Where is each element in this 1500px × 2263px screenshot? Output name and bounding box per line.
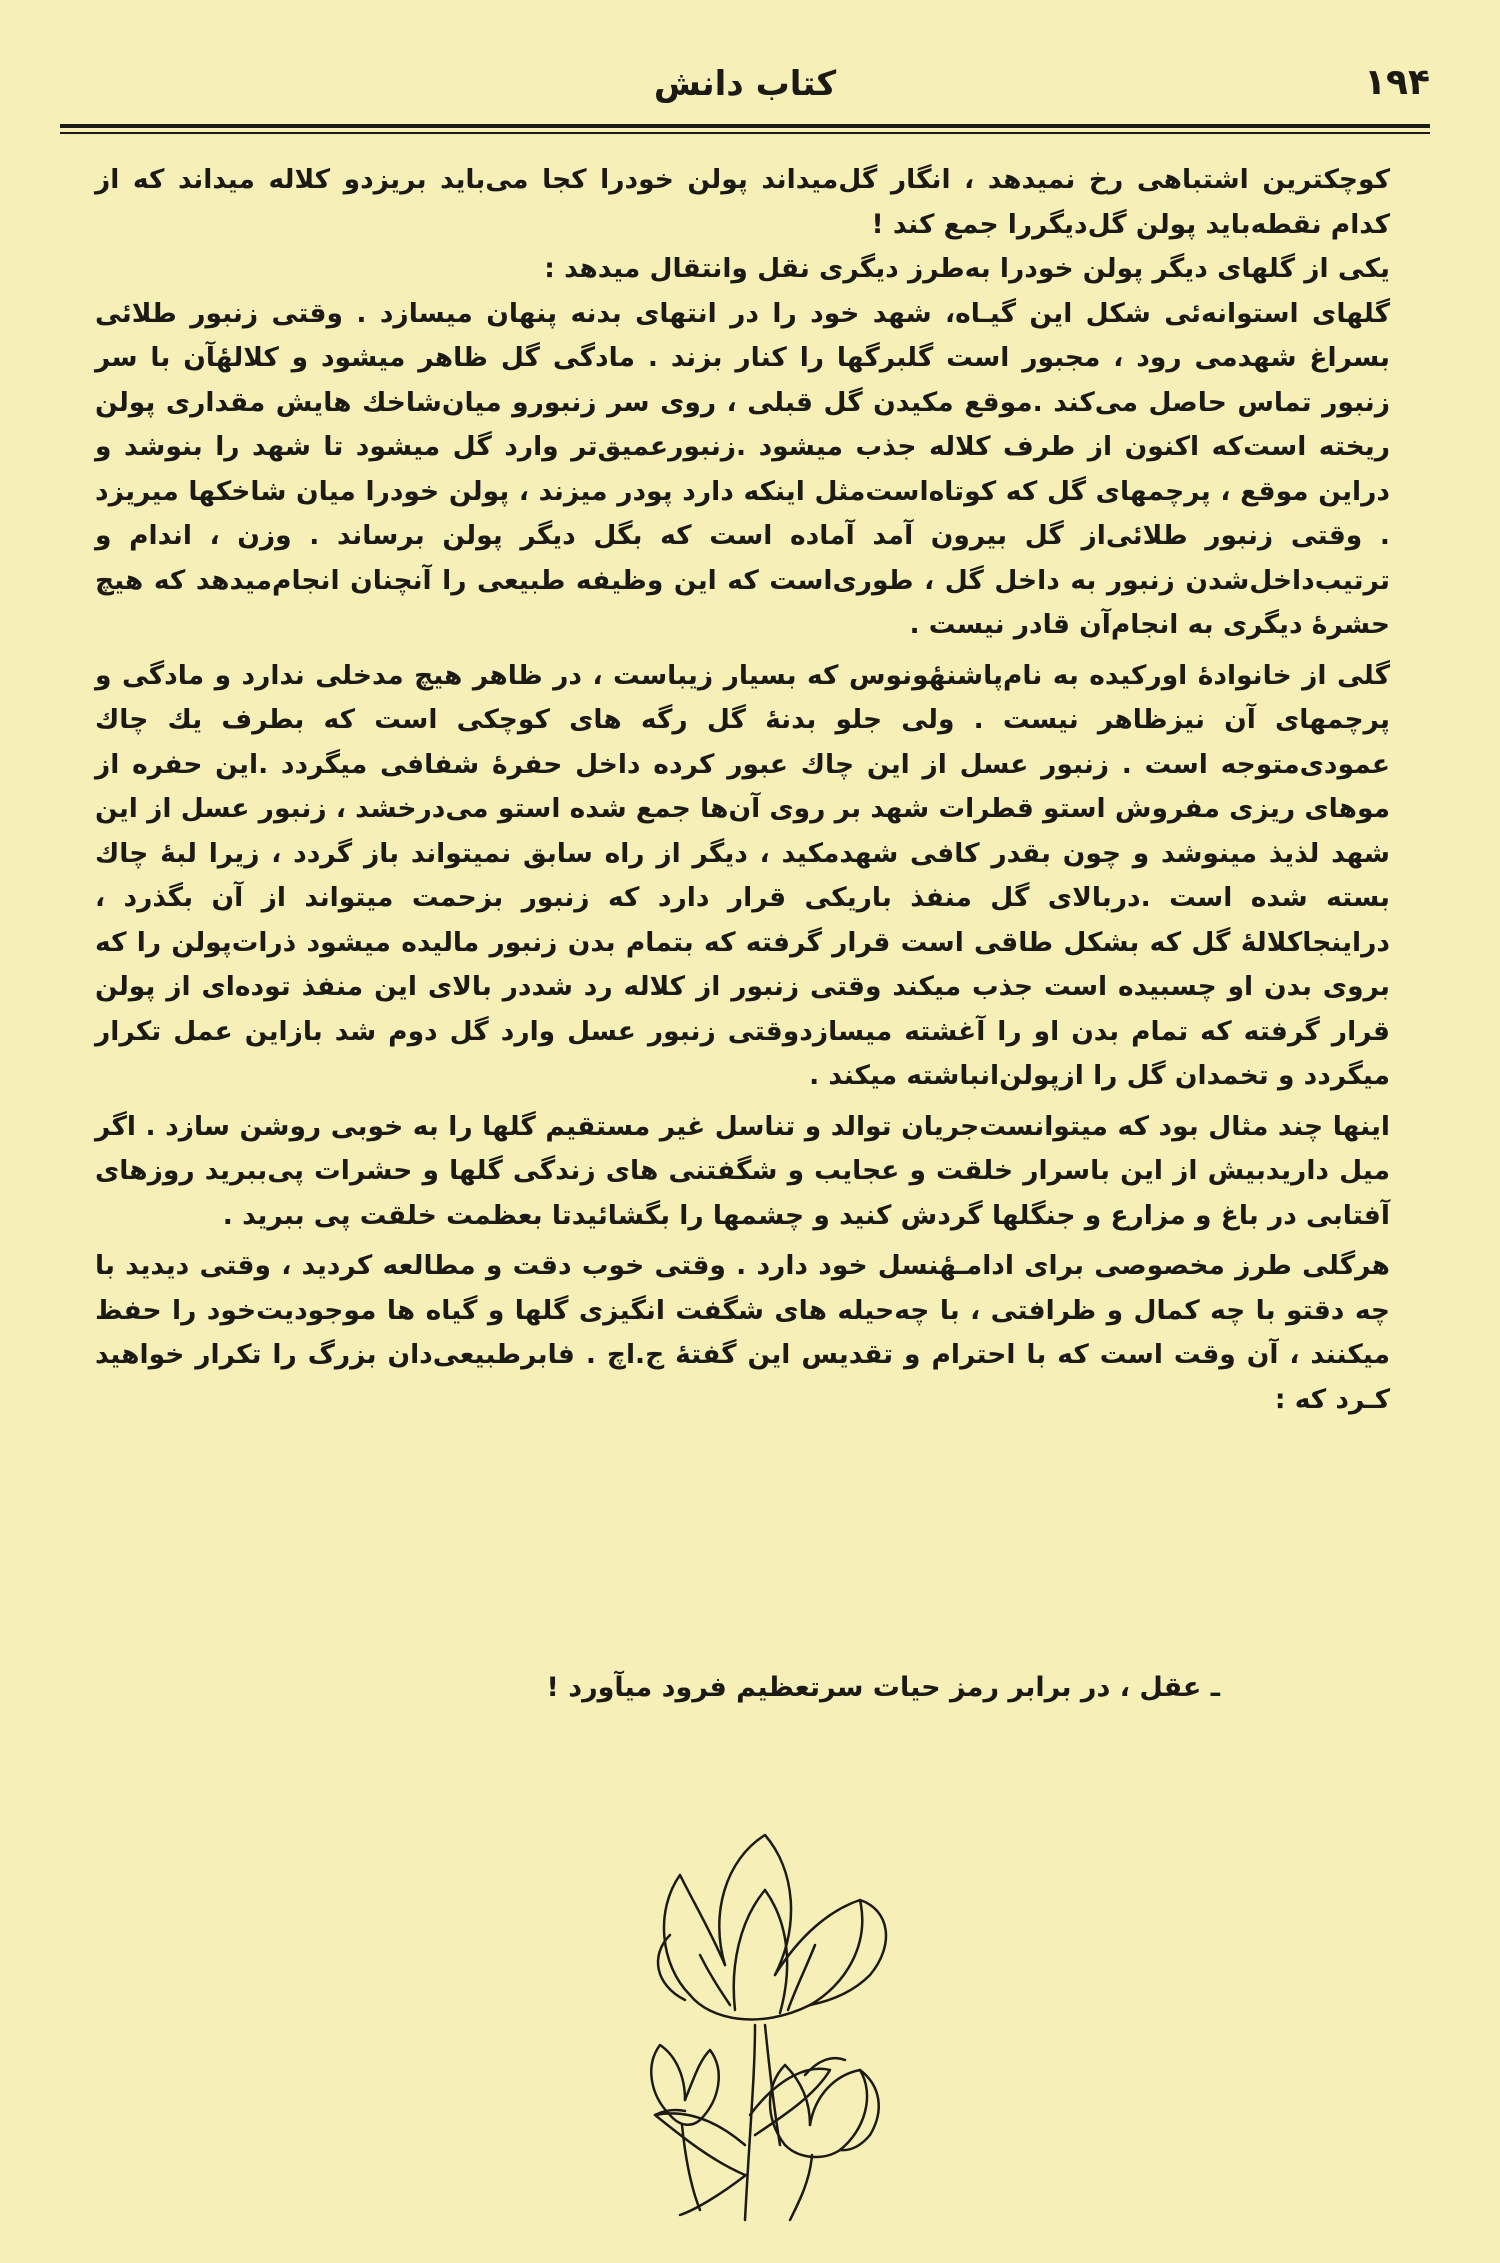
paragraph-1: کوچکترین اشتباهی رخ نمیدهد ، انگار گل‌میداند پولن خودرا کجا می‌باید بریزدو کلاله میداند که از کدام نقطه‌باید پولن گل‌دیگررا جمع کند ! — [95, 164, 1390, 240]
paragraph-3: گلهای استوانه‌ئی شکل این گیـاه، شهد خود را در انتهای بدنه پنهان میسازد . وقتی زنبور طلائی بسراغ شهدمی رود ، مجبور است گلبرگها را کنار بزند . مادگی گل ظاهر میشود و کلالهٔآن با سر زنبور تماس حاصل می‌کند .موقع مکیدن گل قبلی ، روی سر زنبورو میان‌شاخك هایش مقداری پولن ریخته است‌که اکنون از طرف کلاله جذب میشود .زنبورعمیق‌تر وارد گل میشود تا شهد را بنوشد و دراین موقع ، پرچمهای گل که کوتاه‌است‌مثل اینکه دارد پودر میزند ، پولن خودرا میان شاخکها میریزد . وقتی زنبور طلائی‌از گل بیرون آمد آماده است که بگل دیگر پولن برساند . وزن ، اندام و ترتیب‌داخل‌شدن زنبور به داخل گل ، طوری‌است که این وظیفه طبیعی را آنچنان انجام‌میدهد که هیچ حشرهٔ دیگری به انجام‌آن قادر نیست . — [95, 297, 1390, 640]
body-text — [95, 158, 1390, 1422]
paragraph-6: هرگلی طرز مخصوصی برای ادامـهٔنسل خود دارد . وقتی خوب دقت و مطالعه کردید ، وقتی دیدید با چه دقتو با چه کمال و ظرافتی ، با چه‌حیله های شگفت انگیزی گلها و گیاه ها موجودیت‌خود را حفظ میکنند ، آن وقت است که با احترام و تقدیس این گفتهٔ ج.اچ . فابرطبیعی‌دان بزرگ را تکرار خواهید کـرد که : — [95, 1250, 1390, 1415]
tulip-illustration — [560, 1815, 960, 2225]
paragraph-4: گلی از خانوادهٔ اورکیده به نام‌پاشنهٔونوس که بسیار زیباست ، در ظاهر هیچ مدخلی ندارد و مادگی و پرچمهای آن نیزظاهر نیست . ولی جلو بدنهٔ گل رگه های کوچکی است که بطرف یك چاك عمودی‌متوجه است . زنبور عسل از این چاك عبور کرده داخل حفرهٔ شفافی میگردد .این حفره از موهای ریزی مفروش استو قطرات شهد بر روی آن‌ها جمع شده استو می‌درخشد ، زنبور عسل از این شهد لذیذ مینوشد و چون بقدر کافی شهدمکید ، دیگر از راه سابق نمیتواند باز گردد ، زیرا لبهٔ چاك بسته شده است .دربالای گل منفذ باریکی قرار دارد که زنبور بزحمت میتواند از آن بگذرد ، دراینجاکلالهٔ گل که بشکل طاقی است قرار گرفته که بتمام بدن زنبور مالیده میشود ذرات‌پولن را که بروی بدن او چسبیده است جذب میکند وقتی زنبور از کلاله رد شددر بالای این منفذ توده‌ای از پولن قرار گرفته که تمام بدن او را آغشته میسازدوقتی زنبور عسل وارد گل دوم شد بازاین عمل تکرار میگردد و تخمدان گل را ازپولن‌انباشته میکند . — [95, 659, 1390, 1091]
paragraph-2: یکی از گلهای دیگر پولن خودرا به‌طرز دیگری نقل وانتقال میدهد : — [544, 253, 1390, 284]
page-header — [60, 58, 1430, 128]
running-title: کتاب دانش — [653, 64, 837, 104]
closing-quote: ـ عقل ، در برابر رمز حیات سرتعظیم فرود میآورد ! — [546, 1672, 1220, 1703]
page-number: ۱۹۴ — [1364, 62, 1430, 103]
paragraph-5: اینها چند مثال بود که میتوانست‌جریان توالد و تناسل غیر مستقیم گلها را به خوبی روشن سازد . اگر میل داریدبیش از این باسرار خلقت و عجایب و شگفتنی های زندگی گلها و حشرات پی‌ببرید روزهای آفتابی در باغ و مزارع و جنگلها گردش کنید و چشمها را بگشائیدتا بعظمت خلقت پی ببرید . — [95, 1110, 1390, 1231]
header-rule-thin — [60, 132, 1430, 134]
header-rule-thick — [60, 124, 1430, 128]
